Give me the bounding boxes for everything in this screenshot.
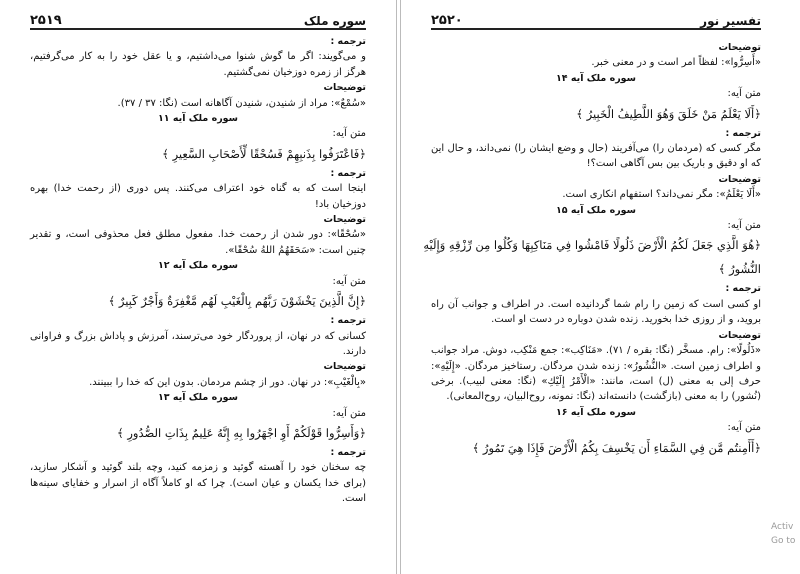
section-heading: توضیحات — [718, 42, 761, 53]
body-text: متن آیه: — [332, 128, 366, 140]
left-page — [0, 0, 397, 574]
verse-reference-heading: سوره ملک آیه ۱۴ — [556, 72, 636, 84]
body-text: متن آیه: — [727, 88, 761, 100]
activation-watermark — [771, 520, 800, 548]
section-heading: ترجمه : — [330, 315, 366, 327]
verse-reference-heading: سوره ملک آیه ۱۶ — [556, 406, 636, 418]
section-heading: توضیحات — [323, 214, 366, 226]
section-heading: ترجمه : — [330, 36, 366, 47]
section-heading: توضیحات — [323, 361, 366, 373]
header-title: تفسیر نور — [700, 14, 761, 28]
section-heading: ترجمه : — [330, 446, 366, 458]
body-text: «بِالْغَيْبِ»: در نهان. دور از چشم مردمان. بدون این که خدا را ببینند. — [89, 376, 366, 388]
page-header — [30, 8, 366, 30]
verse-reference-heading: سوره ملک آیه ۱۵ — [556, 204, 636, 216]
page-header — [431, 8, 761, 30]
verse-reference-heading: سوره ملک آیه ۱۲ — [158, 260, 238, 272]
verse-reference-heading: سوره ملک آیه ۱۳ — [158, 392, 238, 404]
body-text: متن آیه: — [727, 220, 761, 232]
page-content — [423, 40, 761, 460]
body-text: متن آیه: — [332, 275, 366, 287]
body-text: «أَلَا يَعْلَمُ»: مگر نمی‌داند؟ استفهام انکاری است. — [562, 189, 761, 201]
verse-reference-heading: سوره ملک آیه ۱۱ — [158, 113, 238, 125]
page-number: ۲۵۱۹ — [30, 13, 62, 28]
body-text: چه سخنان خود را آهسته گوئید و زمزمه کنید، وچه بلند گوئید و آشکار سازید، (برای خدا یکسان و عیان است). چرا که او کاملاً آگاه از اسرار و خفایای سینه‌ها است. — [30, 462, 366, 505]
section-heading: ترجمه : — [725, 127, 761, 139]
section-heading: ترجمه : — [330, 167, 366, 179]
body-text: و می‌گویند: اگر ما گوش شنوا می‌داشتیم، و یا عقل خود را به کار می‌گرفتیم، هرگز از زمره دوزخیان نمی‌گشتیم. — [30, 51, 366, 78]
body-text: «ذَلُولًا»: رام. مسخَّر (نگا: بقره / ۷۱). «مَنَاكِب»: جمع مَنْكِب، دوش. مراد جوانب و اطراف زمین است. «النُّشُورُ»: زنده شدن مردگان. رستاخیز مردگان. «إِلَيْهِ»: حرف إلی به معنی (ل) است، مانند: «الْأَمْرُ إِلَيْكِ» (نگا: معنی لبیب). برخی (نُشور) را به معنی (بازگشت) دانسته‌اند (نگا: نمونه، روح‌البیان، روح‌المعانی). — [431, 345, 761, 403]
body-text: «سُمْعٌ»: مراد از شنیدن، شنیدن آگاهانه است (نگا: ۳۷ / ۳۷). — [117, 97, 366, 109]
quran-verse: ﴿وَأَسِرُّوا قَوْلَكُمْ أَوِ اجْهَرُوا بِهِ إِنَّهُ عَلِيمٌ بِذَاتِ الصُّدُورِ ﴾ — [116, 425, 366, 440]
section-heading: توضیحات — [323, 82, 366, 94]
quran-verse: النُّشُورُ ﴾ — [718, 262, 761, 277]
body-text: «أَسِرُّوا»: لفظاً امر است و در معنی خبر. — [591, 57, 761, 69]
header-title: سوره ملک — [303, 14, 366, 28]
body-text: متن آیه: — [727, 422, 761, 434]
page-content — [30, 34, 366, 507]
body-text: اینجا است که به گناه خود اعتراف می‌کنند. پس دوری (از رحمت خدا) بهره دوزخیان باد! — [30, 183, 366, 210]
watermark-line: Go to — [771, 536, 796, 546]
body-text: مگر کسی که (مردمان را) می‌آفریند (حال و وضع ایشان را) نمی‌داند، و حال این که او دقیق و باریک بین بس آگاهی است؟! — [431, 143, 761, 170]
quran-verse: ﴿أَلَا يَعْلَمُ مَنْ خَلَقَ وَهُوَ اللَّطِيفُ الْخَبِيرُ ﴾ — [576, 106, 761, 121]
section-heading: توضیحات — [718, 173, 761, 185]
quran-verse: ﴿أَأَمِنتُم مَّن فِي السَّمَاءِ أَن يَخْسِفَ بِكُمُ الْأَرْضَ فَإِذَا هِيَ تَمُورُ ﴾ — [472, 440, 761, 455]
body-text: «سُحْقًا»: دور شدن از رحمت خدا. مفعول مطلق فعل محذوفی است، و تقدیر چنین است: «سَحَقَهُمُ اللهُ سُحْقًا». — [30, 229, 366, 256]
quran-verse: ﴿إِنَّ الَّذِينَ يَخْشَوْنَ رَبَّهُم بِالْغَيْبِ لَهُم مَّغْفِرَةٌ وَأَجْرٌ كَبِيرٌ ﴾ — [108, 294, 366, 309]
page-number: ۲۵۲۰ — [431, 13, 463, 28]
section-heading: توضیحات — [718, 329, 761, 341]
section-heading: ترجمه : — [725, 283, 761, 295]
body-text: متن آیه: — [332, 407, 366, 419]
watermark-line: Activ — [771, 522, 794, 532]
body-text: او کسی است که زمین را رام شما گردانیده است. در اطراف و جوانب آن راه بروید، و از روزی خدا بخورید. زنده شدن دوباره در دست او است. — [431, 298, 761, 326]
quran-verse: ﴿فَاعْتَرَفُوا بِذَنبِهِمْ فَسُحْقًا لِّأَصْحَابِ السَّعِيرِ ﴾ — [162, 146, 366, 161]
quran-verse: ﴿هُوَ الَّذِي جَعَلَ لَكُمُ الْأَرْضَ ذَلُولًا فَامْشُوا فِي مَنَاكِبِهَا وَكُلُوا مِن رِّزْقِهِ وَإِلَيْهِ — [423, 238, 761, 253]
right-page — [400, 0, 800, 574]
body-text: کسانی که در نهان، از پروردگار خود می‌ترسند، آمرزش و پاداش بزرگ و فراوانی دارند. — [30, 330, 366, 357]
